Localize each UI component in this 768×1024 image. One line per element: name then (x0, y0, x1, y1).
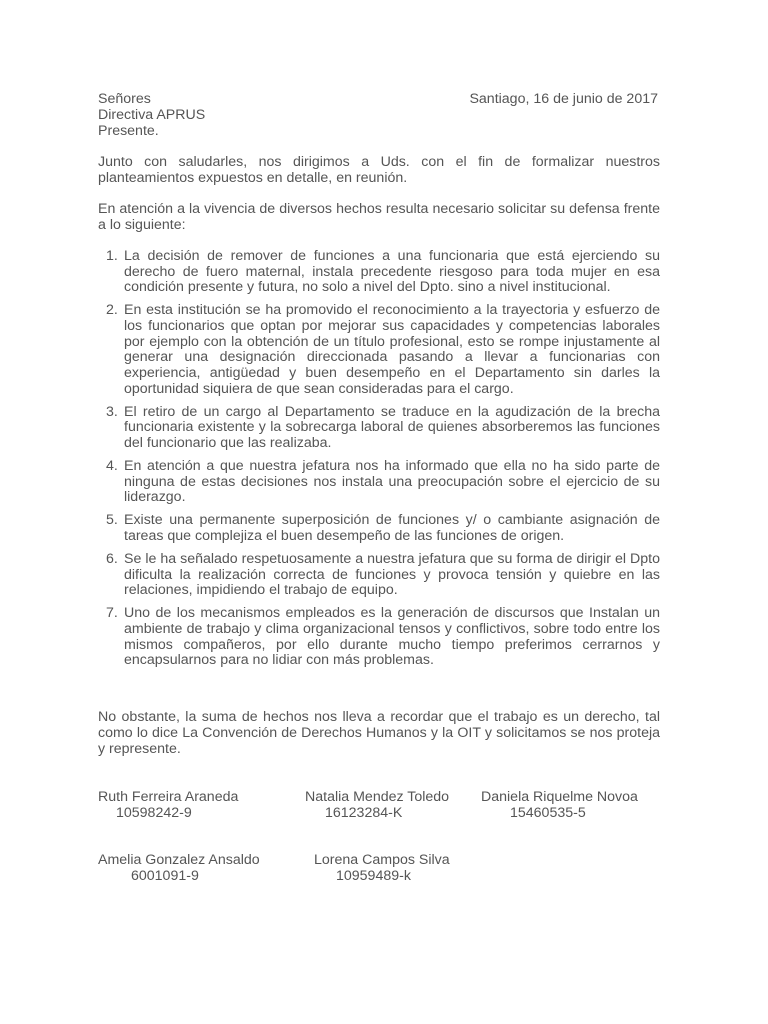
intro-paragraph: Junto con saludarles, nos dirigimos a Uds. con el fin de formalizar nuestros planteamientos expuestos en detalle, en reunión. (98, 154, 660, 186)
list-item-text: El retiro de un cargo al Departamento se traduce en la agudización de la brecha funcionaria existente y la sobrecarga laboral de quienes absorberemos las funciones del funcionario que las realizaba. (124, 403, 660, 452)
list-item-number: 3. (106, 403, 118, 420)
signer-name: Natalia Mendez Toledo (305, 789, 450, 805)
list-item-number: 4. (106, 458, 118, 474)
signer-id: 6001091-9 (131, 868, 199, 884)
list-item-number: 7. (106, 605, 118, 622)
signer-name: Daniela Riquelme Novoa (481, 789, 638, 805)
list-item-text: Se le ha señalado respetuosamente a nuestra jefatura que su forma de dirigir el Dpto dificulta la realización correcta de funciones y provoca tensión y quiebre en las relaciones, impidiendo el trabajo de equipo. (124, 550, 660, 599)
recipient-line: Directiva APRUS (98, 107, 206, 123)
signer-id: 15460535-5 (510, 805, 586, 821)
list-item-number: 1. (106, 248, 118, 264)
recipients-block (98, 91, 398, 139)
list-item (98, 513, 660, 544)
list-item-number: 5. (106, 512, 118, 529)
list-item-text: Uno de los mecanismos empleados es la generación de discursos que Instalan un ambiente de trabajo y clima organizacional tensos y conflictivos, sobre todo entre los mismos compañeros, por ello durante mucho tiempo preferimos cerrarnos y encapsularnos para no lidiar con más problemas. (124, 605, 660, 669)
recipient-line: Señores (98, 91, 151, 107)
list-item (98, 459, 660, 506)
list-item-number: 6. (106, 550, 118, 567)
list-item (98, 606, 660, 669)
signer-name: Ruth Ferreira Araneda (98, 789, 239, 805)
list-item (98, 405, 660, 452)
signature-block (98, 852, 260, 884)
signer-name: Amelia Gonzalez Ansaldo (98, 852, 260, 868)
signature-block (305, 789, 449, 821)
issues-list (98, 249, 660, 676)
list-item-text: En esta institución se ha promovido el reconocimiento a la trayectoria y esfuerzo de los funcionarios que optan por mejorar sus capacidades y competencias laborales por ejemplo con la obtención de un título profesional, esto se rompe injustamente al generar una designación direccionada pasando a llevar a funcionarias con experiencia, antigüedad y buen desempeño en el Departamento sin darles la oportunidad siquiera de que sean consideradas para el cargo. (124, 302, 660, 397)
list-item-number: 2. (106, 302, 118, 319)
signature-block (98, 789, 238, 821)
signer-name: Lorena Campos Silva (314, 852, 450, 868)
list-item (98, 552, 660, 599)
list-item-text: La decisión de remover de funciones a una funcionaria que está ejerciendo su derecho de fuero maternal, instala precedente riesgoso para toda mujer en esa condición presente y futura, no solo a nivel del Dpto. sino a nivel institucional. (124, 248, 660, 296)
lead-paragraph: En atención a la vivencia de diversos hechos resulta necesario solicitar su defensa frente a lo siguiente: (98, 201, 660, 233)
list-item-text: En atención a que nuestra jefatura nos ha informado que ella no ha sido parte de ninguna de estas decisiones nos instala una preocupación sobre el ejercicio de su liderazgo. (124, 458, 660, 506)
list-item (98, 303, 660, 397)
signature-block (314, 852, 450, 884)
signer-id: 10598242-9 (116, 805, 192, 821)
signer-id: 10959489-k (336, 868, 411, 884)
recipient-line: Presente. (98, 123, 159, 139)
list-item (98, 249, 660, 296)
letter-date: Santiago, 16 de junio de 2017 (469, 91, 658, 107)
closing-paragraph: No obstante, la suma de hechos nos lleva a recordar que el trabajo es un derecho, tal como lo dice La Convención de Derechos Humanos y la OIT y solicitamos se nos proteja y represente. (98, 709, 660, 757)
list-item-text: Existe una permanente superposición de funciones y/ o cambiante asignación de tareas que complejiza el buen desempeño de las funciones de origen. (124, 512, 660, 544)
signer-id: 16123284-K (325, 805, 403, 821)
signature-block (481, 789, 638, 821)
